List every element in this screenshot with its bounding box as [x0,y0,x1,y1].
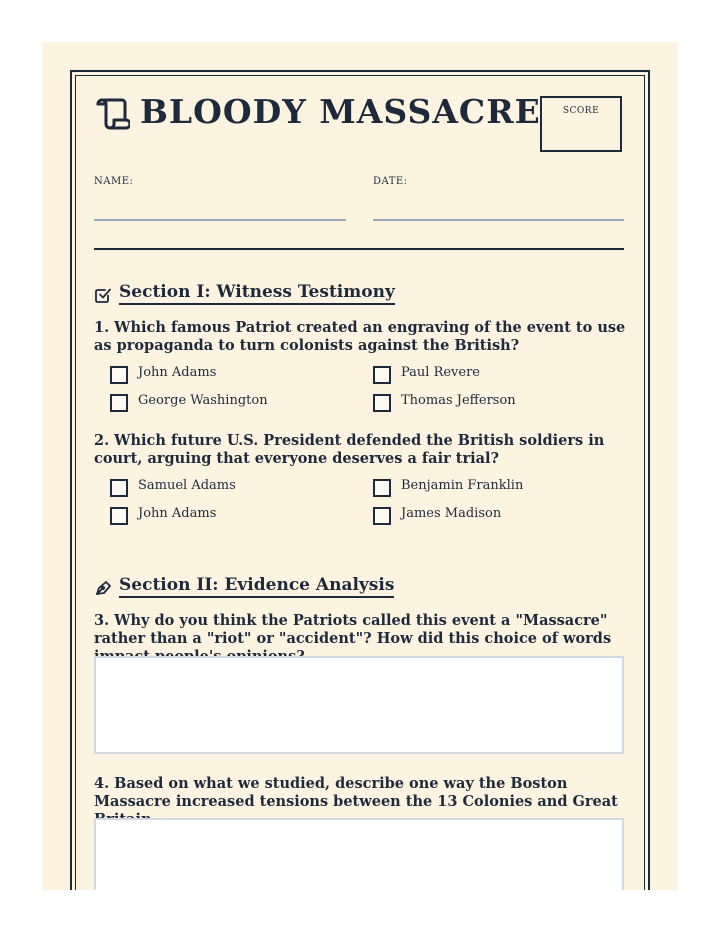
option-label: Benjamin Franklin [401,478,524,493]
question-1: 1. Which famous Patriot created an engraving of the event to use as propaganda to turn colonists against the British? [94,319,626,354]
option-label: James Madison [401,506,502,521]
checkbox[interactable] [373,507,391,525]
question-3: 3. Why do you think the Patriots called this event a "Massacre" rather than a "riot" or "accident"? How did this choice of words [94,612,612,647]
option-label: George Washington [138,393,268,408]
worksheet-page [42,42,678,890]
checkbox-icon [94,286,112,304]
checkbox[interactable] [110,479,128,497]
checkbox[interactable] [110,366,128,384]
option-label: Samuel Adams [138,478,236,493]
worksheet-title: BLOODY MASSACRE [140,92,541,131]
question-4: 4. Based on what we studied, describe one way the Boston Massacre increased tensions between the 13 Colonies and Great [94,775,618,810]
option-label: John Adams [138,365,217,380]
checkbox[interactable] [110,507,128,525]
question-2: 2. Which future U.S. President defended the British soldiers in court, arguing that everyone deserves a fair trial? [94,432,605,467]
section-1-title: Section I: Witness Testimony [119,282,395,305]
section-2-title: Section II: Evidence Analysis [119,575,394,598]
checkbox[interactable] [373,479,391,497]
checkbox[interactable] [373,366,391,384]
checkbox[interactable] [373,394,391,412]
option-label: Thomas Jefferson [401,393,516,408]
option-label: John Adams [138,506,217,521]
score-box[interactable] [540,96,622,152]
date-label: DATE: [373,176,408,187]
answer-box-3[interactable] [94,656,624,754]
scroll-icon [94,96,130,130]
date-field[interactable] [373,219,624,221]
option-label: Paul Revere [401,365,481,380]
name-field[interactable] [94,219,346,221]
name-label: NAME: [94,176,134,187]
checkbox[interactable] [110,394,128,412]
score-label: SCORE [562,106,600,116]
header-divider [94,248,624,250]
answer-box-4[interactable] [94,818,624,890]
pen-nib-icon [94,579,112,597]
